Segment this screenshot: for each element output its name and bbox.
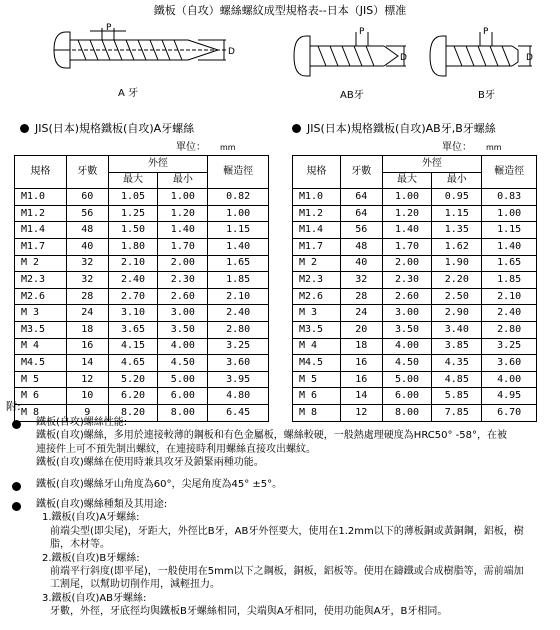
col-pilot-header: 輾造徑 xyxy=(482,156,537,189)
note-title: 鐵板(自攻)螺絲種類及其用途: xyxy=(36,499,168,510)
pilot-cell: 2.40 xyxy=(208,305,269,322)
note-angle xyxy=(36,478,550,491)
size-cell: M 6 xyxy=(293,388,341,405)
pilot-cell: 1.85 xyxy=(208,272,269,289)
note-types xyxy=(36,498,550,619)
min-cell: 2.20 xyxy=(432,272,482,289)
max-cell: 4.15 xyxy=(108,338,158,355)
tpi-cell: 32 xyxy=(66,255,108,272)
table-row xyxy=(293,305,537,322)
size-cell: M2.6 xyxy=(15,288,67,305)
table-row xyxy=(15,388,269,405)
tpi-cell: 48 xyxy=(340,238,382,255)
unit-value: mm xyxy=(486,143,502,152)
pilot-cell: 1.65 xyxy=(208,255,269,272)
tpi-cell: 56 xyxy=(66,205,108,222)
pilot-cell: 1.15 xyxy=(482,222,537,239)
table-row xyxy=(293,238,537,255)
max-cell: 2.10 xyxy=(108,255,158,272)
pilot-cell: 2.40 xyxy=(482,305,537,322)
size-cell: M4.5 xyxy=(293,355,341,372)
size-cell: M1.4 xyxy=(15,222,67,239)
left-table-heading-text: JIS(日本)規格鐵板(自攻)A牙螺絲 xyxy=(35,122,195,135)
dim-d-label: D xyxy=(400,53,407,63)
right-table-heading xyxy=(292,120,496,136)
note-line: 工割尾，以幫助切削作用，減輕扭力。 xyxy=(50,579,220,591)
max-cell: 3.10 xyxy=(108,305,158,322)
size-cell: M 6 xyxy=(15,388,67,405)
max-cell: 1.20 xyxy=(382,205,432,222)
max-cell: 5.20 xyxy=(108,371,158,388)
note-line: 牙數，外徑，牙底徑均與鐵板B牙螺絲相同，尖端與A牙相同，使用功能與A牙，B牙相同。 xyxy=(50,606,448,618)
bullet-icon xyxy=(292,124,301,133)
max-cell: 1.50 xyxy=(108,222,158,239)
note-title: 鐵板(自攻)螺絲性能: xyxy=(36,417,128,428)
pilot-cell: 2.10 xyxy=(208,288,269,305)
table-row xyxy=(15,371,269,388)
min-cell: 5.85 xyxy=(432,388,482,405)
tpi-cell: 40 xyxy=(340,255,382,272)
table-row xyxy=(293,205,537,222)
tpi-cell: 12 xyxy=(66,371,108,388)
note-subtitle: 2.鐵板(自攻)B牙螺絲: xyxy=(42,552,140,564)
max-cell: 1.00 xyxy=(382,189,432,206)
tpi-cell: 20 xyxy=(340,321,382,338)
tpi-cell: 40 xyxy=(66,238,108,255)
size-cell: M1.7 xyxy=(15,238,67,255)
table-row xyxy=(293,222,537,239)
min-cell: 1.00 xyxy=(158,189,208,206)
table-row xyxy=(15,305,269,322)
min-cell: 3.50 xyxy=(158,321,208,338)
min-cell: 1.35 xyxy=(432,222,482,239)
pilot-cell: 4.00 xyxy=(482,371,537,388)
min-cell: 1.40 xyxy=(158,222,208,239)
size-cell: M1.2 xyxy=(15,205,67,222)
min-cell: 1.15 xyxy=(432,205,482,222)
pilot-cell: 1.65 xyxy=(482,255,537,272)
size-cell: M1.7 xyxy=(293,238,341,255)
size-cell: M3.5 xyxy=(15,321,67,338)
tpi-cell: 16 xyxy=(340,355,382,372)
size-cell: M 4 xyxy=(15,338,67,355)
max-cell: 2.30 xyxy=(382,272,432,289)
page-title: 鐵板（自攻）螺絲螺紋成型規格表--日本（JIS）標准 xyxy=(153,4,407,17)
left-table-heading xyxy=(20,120,194,136)
size-cell: M3.5 xyxy=(293,321,341,338)
pilot-cell: 1.40 xyxy=(482,238,537,255)
table-row xyxy=(293,338,537,355)
min-cell: 1.90 xyxy=(432,255,482,272)
max-cell: 4.65 xyxy=(108,355,158,372)
note-line: 鐵板(自攻)螺絲，多用於連接較薄的鋼板和有色金屬板，螺絲較硬，一般熱處理硬度為HRC50° -58°，在被 xyxy=(36,430,507,442)
pilot-cell: 6.70 xyxy=(482,404,537,421)
size-cell: M 5 xyxy=(293,371,341,388)
table-row xyxy=(15,321,269,338)
col-tpi-header: 牙數 xyxy=(66,156,108,189)
pilot-cell: 3.60 xyxy=(208,355,269,372)
pilot-cell: 0.82 xyxy=(208,189,269,206)
max-cell: 4.50 xyxy=(382,355,432,372)
table-row xyxy=(293,189,537,206)
table-row xyxy=(15,238,269,255)
min-cell: 4.00 xyxy=(158,338,208,355)
note-subtitle: 1.鐵板(自攻)A牙螺絲: xyxy=(42,512,140,524)
min-cell: 2.00 xyxy=(158,255,208,272)
pilot-cell: 1.40 xyxy=(208,238,269,255)
pilot-cell: 0.83 xyxy=(482,189,537,206)
note-line: 鐵板(自攻)螺絲牙山角度為60°，尖尾角度為45° ±5°。 xyxy=(36,479,283,490)
pilot-cell: 2.80 xyxy=(208,321,269,338)
table-row xyxy=(15,355,269,372)
right-spec-table xyxy=(292,155,537,422)
min-cell: 1.62 xyxy=(432,238,482,255)
tpi-cell: 16 xyxy=(66,338,108,355)
table-row xyxy=(15,205,269,222)
size-cell: M1.2 xyxy=(293,205,341,222)
table-row xyxy=(293,255,537,272)
size-cell: M2.6 xyxy=(293,288,341,305)
pilot-cell: 3.95 xyxy=(208,371,269,388)
max-cell: 3.65 xyxy=(108,321,158,338)
tpi-cell: 14 xyxy=(66,355,108,372)
tpi-cell: 32 xyxy=(340,272,382,289)
size-cell: M1.0 xyxy=(293,189,341,206)
pilot-cell: 4.80 xyxy=(208,388,269,405)
col-outer-header: 外徑 xyxy=(108,156,208,173)
min-cell: 6.00 xyxy=(158,388,208,405)
table-row xyxy=(15,338,269,355)
note-line: 前端尖型(即尖尾)，牙距大，外徑比B牙，AB牙外徑要大，使用在1.2mm以下的薄板銅或黃銅鋼，鋁板，樹 xyxy=(50,525,524,537)
note-line: 前端平行斜度(即平尾)，一般使用在5mm以下之鋼板，銅板，鋁板等。使用在鑄鐵或合成樹脂等，需前端加 xyxy=(50,566,524,578)
size-cell: M2.3 xyxy=(15,272,67,289)
col-tpi-header: 牙數 xyxy=(340,156,382,189)
pilot-cell: 1.85 xyxy=(482,272,537,289)
table-row xyxy=(15,189,269,206)
max-cell: 8.00 xyxy=(382,404,432,421)
tpi-cell: 12 xyxy=(340,404,382,421)
size-cell: M 8 xyxy=(15,404,67,421)
max-cell: 3.00 xyxy=(382,305,432,322)
right-table-heading-text: JIS(日本)規格鐵板(自攻)AB牙,B牙螺絲 xyxy=(307,122,496,135)
pilot-cell: 3.60 xyxy=(482,355,537,372)
min-cell: 2.30 xyxy=(158,272,208,289)
tpi-cell: 64 xyxy=(340,189,382,206)
col-max-header: 最大 xyxy=(382,172,432,189)
bullet-icon xyxy=(12,420,21,429)
col-pilot-header: 輾造徑 xyxy=(208,156,269,189)
note-line: 連接件上可不預先制出螺紋，在連接時利用螺絲直接攻出螺紋。 xyxy=(36,443,316,455)
pilot-cell: 1.15 xyxy=(208,222,269,239)
pilot-cell: 1.00 xyxy=(482,205,537,222)
max-cell: 6.20 xyxy=(108,388,158,405)
max-cell: 1.80 xyxy=(108,238,158,255)
pilot-cell: 2.10 xyxy=(482,288,537,305)
tpi-cell: 64 xyxy=(340,205,382,222)
min-cell: 1.70 xyxy=(158,238,208,255)
max-cell: 2.00 xyxy=(382,255,432,272)
figure-a-caption: A 牙 xyxy=(118,88,139,99)
table-row xyxy=(293,371,537,388)
max-cell: 6.00 xyxy=(382,388,432,405)
pilot-cell: 2.80 xyxy=(482,321,537,338)
max-cell: 1.25 xyxy=(108,205,158,222)
max-cell: 5.00 xyxy=(382,371,432,388)
max-cell: 8.20 xyxy=(108,404,158,421)
tpi-cell: 24 xyxy=(340,305,382,322)
table-row xyxy=(293,288,537,305)
min-cell: 3.00 xyxy=(158,305,208,322)
pilot-cell: 4.95 xyxy=(482,388,537,405)
size-cell: M1.0 xyxy=(15,189,67,206)
min-cell: 7.85 xyxy=(432,404,482,421)
min-cell: 2.90 xyxy=(432,305,482,322)
figure-ab-caption: AB牙 xyxy=(340,90,364,101)
size-cell: M4.5 xyxy=(15,355,67,372)
size-cell: M 3 xyxy=(15,305,67,322)
tpi-cell: 16 xyxy=(340,371,382,388)
col-outer-header: 外徑 xyxy=(382,156,482,173)
min-cell: 4.35 xyxy=(432,355,482,372)
notes-label: 附: xyxy=(6,400,21,413)
dim-p-label: P xyxy=(483,27,489,37)
tpi-cell: 18 xyxy=(340,338,382,355)
bullet-icon xyxy=(20,124,29,133)
size-cell: M2.3 xyxy=(293,272,341,289)
pilot-cell: 3.25 xyxy=(208,338,269,355)
table-row xyxy=(293,272,537,289)
min-cell: 4.50 xyxy=(158,355,208,372)
min-cell: 8.00 xyxy=(158,404,208,421)
min-cell: 1.20 xyxy=(158,205,208,222)
max-cell: 1.40 xyxy=(382,222,432,239)
pilot-cell: 1.00 xyxy=(208,205,269,222)
b-thread-screw-drawing xyxy=(428,26,538,86)
size-cell: M1.4 xyxy=(293,222,341,239)
unit-label: 單位： xyxy=(176,142,206,153)
note-subtitle: 3.鐵板(自攻)AB牙螺絲: xyxy=(42,592,147,604)
dim-p-label: P xyxy=(359,27,365,37)
figure-ab-thread-screw xyxy=(292,26,412,86)
right-unit xyxy=(442,138,502,153)
size-cell: M 8 xyxy=(293,404,341,421)
max-cell: 2.40 xyxy=(108,272,158,289)
figure-b-thread-screw xyxy=(428,26,538,86)
table-row xyxy=(15,222,269,239)
note-line: 鐵板(自攻)螺絲在使用時兼具攻牙及鎖緊兩種功能。 xyxy=(36,457,264,469)
col-min-header: 最小 xyxy=(158,172,208,189)
table-row xyxy=(15,288,269,305)
size-cell: M 4 xyxy=(293,338,341,355)
max-cell: 2.60 xyxy=(382,288,432,305)
tpi-cell: 28 xyxy=(66,288,108,305)
a-thread-screw-drawing xyxy=(48,20,248,80)
left-spec-table xyxy=(14,155,269,422)
tpi-cell: 48 xyxy=(66,222,108,239)
dim-d-label: D xyxy=(526,53,533,63)
dim-p-label: P xyxy=(106,23,112,33)
note-line: 脂，木材等。 xyxy=(50,539,110,551)
size-cell: M 5 xyxy=(15,371,67,388)
ab-thread-screw-drawing xyxy=(292,26,412,86)
unit-value: mm xyxy=(220,143,236,152)
table-row xyxy=(293,321,537,338)
min-cell: 3.40 xyxy=(432,321,482,338)
min-cell: 4.85 xyxy=(432,371,482,388)
col-size-header: 規格 xyxy=(293,156,341,189)
size-cell: M 3 xyxy=(293,305,341,322)
max-cell: 4.00 xyxy=(382,338,432,355)
col-size-header: 規格 xyxy=(15,156,67,189)
bullet-icon xyxy=(12,482,21,491)
tpi-cell: 32 xyxy=(66,272,108,289)
tpi-cell: 28 xyxy=(340,288,382,305)
dim-d-label: D xyxy=(228,47,235,57)
table-row xyxy=(15,255,269,272)
table-row xyxy=(15,272,269,289)
left-unit xyxy=(176,138,236,153)
figure-b-caption: B牙 xyxy=(478,90,495,101)
min-cell: 5.00 xyxy=(158,371,208,388)
table-row xyxy=(293,355,537,372)
col-max-header: 最大 xyxy=(108,172,158,189)
tpi-cell: 10 xyxy=(66,388,108,405)
unit-label: 單位： xyxy=(442,142,472,153)
col-min-header: 最小 xyxy=(432,172,482,189)
size-cell: M 2 xyxy=(293,255,341,272)
table-row xyxy=(293,388,537,405)
max-cell: 1.70 xyxy=(382,238,432,255)
min-cell: 3.85 xyxy=(432,338,482,355)
tpi-cell: 9 xyxy=(66,404,108,421)
min-cell: 0.95 xyxy=(432,189,482,206)
max-cell: 2.70 xyxy=(108,288,158,305)
size-cell: M 2 xyxy=(15,255,67,272)
figure-a-thread-screw xyxy=(48,20,248,80)
tpi-cell: 24 xyxy=(66,305,108,322)
note-performance xyxy=(36,416,550,470)
max-cell: 1.05 xyxy=(108,189,158,206)
min-cell: 2.50 xyxy=(432,288,482,305)
max-cell: 3.50 xyxy=(382,321,432,338)
pilot-cell: 6.45 xyxy=(208,404,269,421)
bullet-icon xyxy=(12,502,21,511)
tpi-cell: 56 xyxy=(340,222,382,239)
tpi-cell: 14 xyxy=(340,388,382,405)
min-cell: 2.60 xyxy=(158,288,208,305)
tpi-cell: 18 xyxy=(66,321,108,338)
tpi-cell: 60 xyxy=(66,189,108,206)
pilot-cell: 3.25 xyxy=(482,338,537,355)
